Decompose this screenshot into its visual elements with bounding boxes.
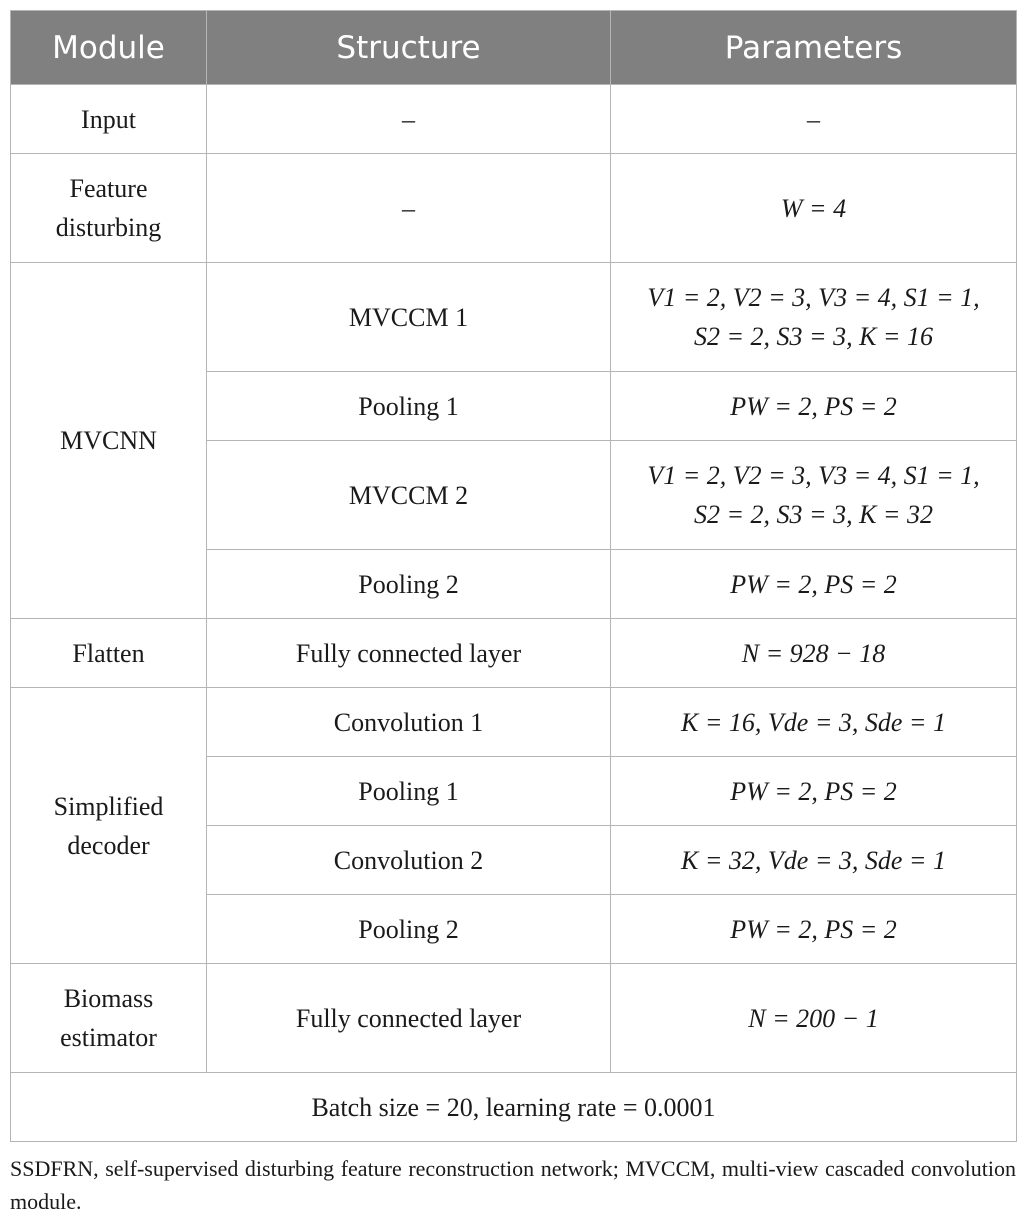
header-module: Module	[11, 11, 207, 85]
module-line: estimator	[60, 1023, 157, 1052]
parameters-line: V1 = 2, V2 = 3, V3 = 4, S1 = 1,	[647, 461, 980, 490]
parameters-table	[10, 10, 1017, 1142]
parameters-cell: PW = 2, PS = 2	[611, 372, 1017, 441]
structure-cell: Pooling 1	[207, 757, 611, 826]
structure-cell: MVCCM 1	[207, 263, 611, 372]
structure-cell: Fully connected layer	[207, 964, 611, 1073]
structure-cell: Fully connected layer	[207, 619, 611, 688]
structure-cell: Pooling 2	[207, 550, 611, 619]
module-cell: MVCNN	[11, 263, 207, 619]
module-line: disturbing	[55, 213, 162, 242]
parameters-cell: PW = 2, PS = 2	[611, 550, 1017, 619]
parameters-cell: N = 200 − 1	[611, 964, 1017, 1073]
parameters-cell: –	[611, 85, 1017, 154]
parameters-cell	[611, 263, 1017, 372]
module-cell	[11, 154, 207, 263]
header-structure: Structure	[207, 11, 611, 85]
parameters-cell	[611, 441, 1017, 550]
structure-cell: Convolution 2	[207, 826, 611, 895]
module-cell: Input	[11, 85, 207, 154]
table-container	[10, 10, 1016, 1142]
table-row	[11, 154, 1017, 263]
table-row	[11, 263, 1017, 372]
parameters-cell: PW = 2, PS = 2	[611, 757, 1017, 826]
module-line: decoder	[67, 830, 150, 860]
structure-cell: –	[207, 85, 611, 154]
table-footnote: SSDFRN, self-supervised disturbing feature reconstruction network; MVCCM, multi-view cascaded convolution module.	[10, 1156, 1016, 1214]
parameters-cell: PW = 2, PS = 2	[611, 895, 1017, 964]
structure-cell: Pooling 1	[207, 372, 611, 441]
header-parameters: Parameters	[611, 11, 1017, 85]
module-line: Biomass	[63, 984, 154, 1013]
table-row	[11, 85, 1017, 154]
parameters-cell: W = 4	[611, 154, 1017, 263]
structure-cell: Pooling 2	[207, 895, 611, 964]
structure-cell: –	[207, 154, 611, 263]
parameters-cell: N = 928 − 18	[611, 619, 1017, 688]
parameters-line: S2 = 2, S3 = 3, K = 32	[694, 500, 933, 529]
table-row	[11, 688, 1017, 757]
module-cell	[11, 964, 207, 1073]
parameters-line: V1 = 2, V2 = 3, V3 = 4, S1 = 1,	[647, 283, 980, 312]
table-footer-cell: Batch size = 20, learning rate = 0.0001	[11, 1073, 1017, 1142]
header-row	[11, 11, 1017, 85]
structure-cell: MVCCM 2	[207, 441, 611, 550]
module-line: Feature	[69, 174, 148, 203]
module-cell	[11, 688, 207, 964]
parameters-cell: K = 16, Vde = 3, Sde = 1	[611, 688, 1017, 757]
table-row	[11, 619, 1017, 688]
table-footer-row	[11, 1073, 1017, 1142]
module-cell: Flatten	[11, 619, 207, 688]
structure-cell: Convolution 1	[207, 688, 611, 757]
module-line: Simplified	[53, 791, 164, 821]
parameters-cell: K = 32, Vde = 3, Sde = 1	[611, 826, 1017, 895]
table-row	[11, 964, 1017, 1073]
parameters-line: S2 = 2, S3 = 3, K = 16	[694, 322, 933, 351]
